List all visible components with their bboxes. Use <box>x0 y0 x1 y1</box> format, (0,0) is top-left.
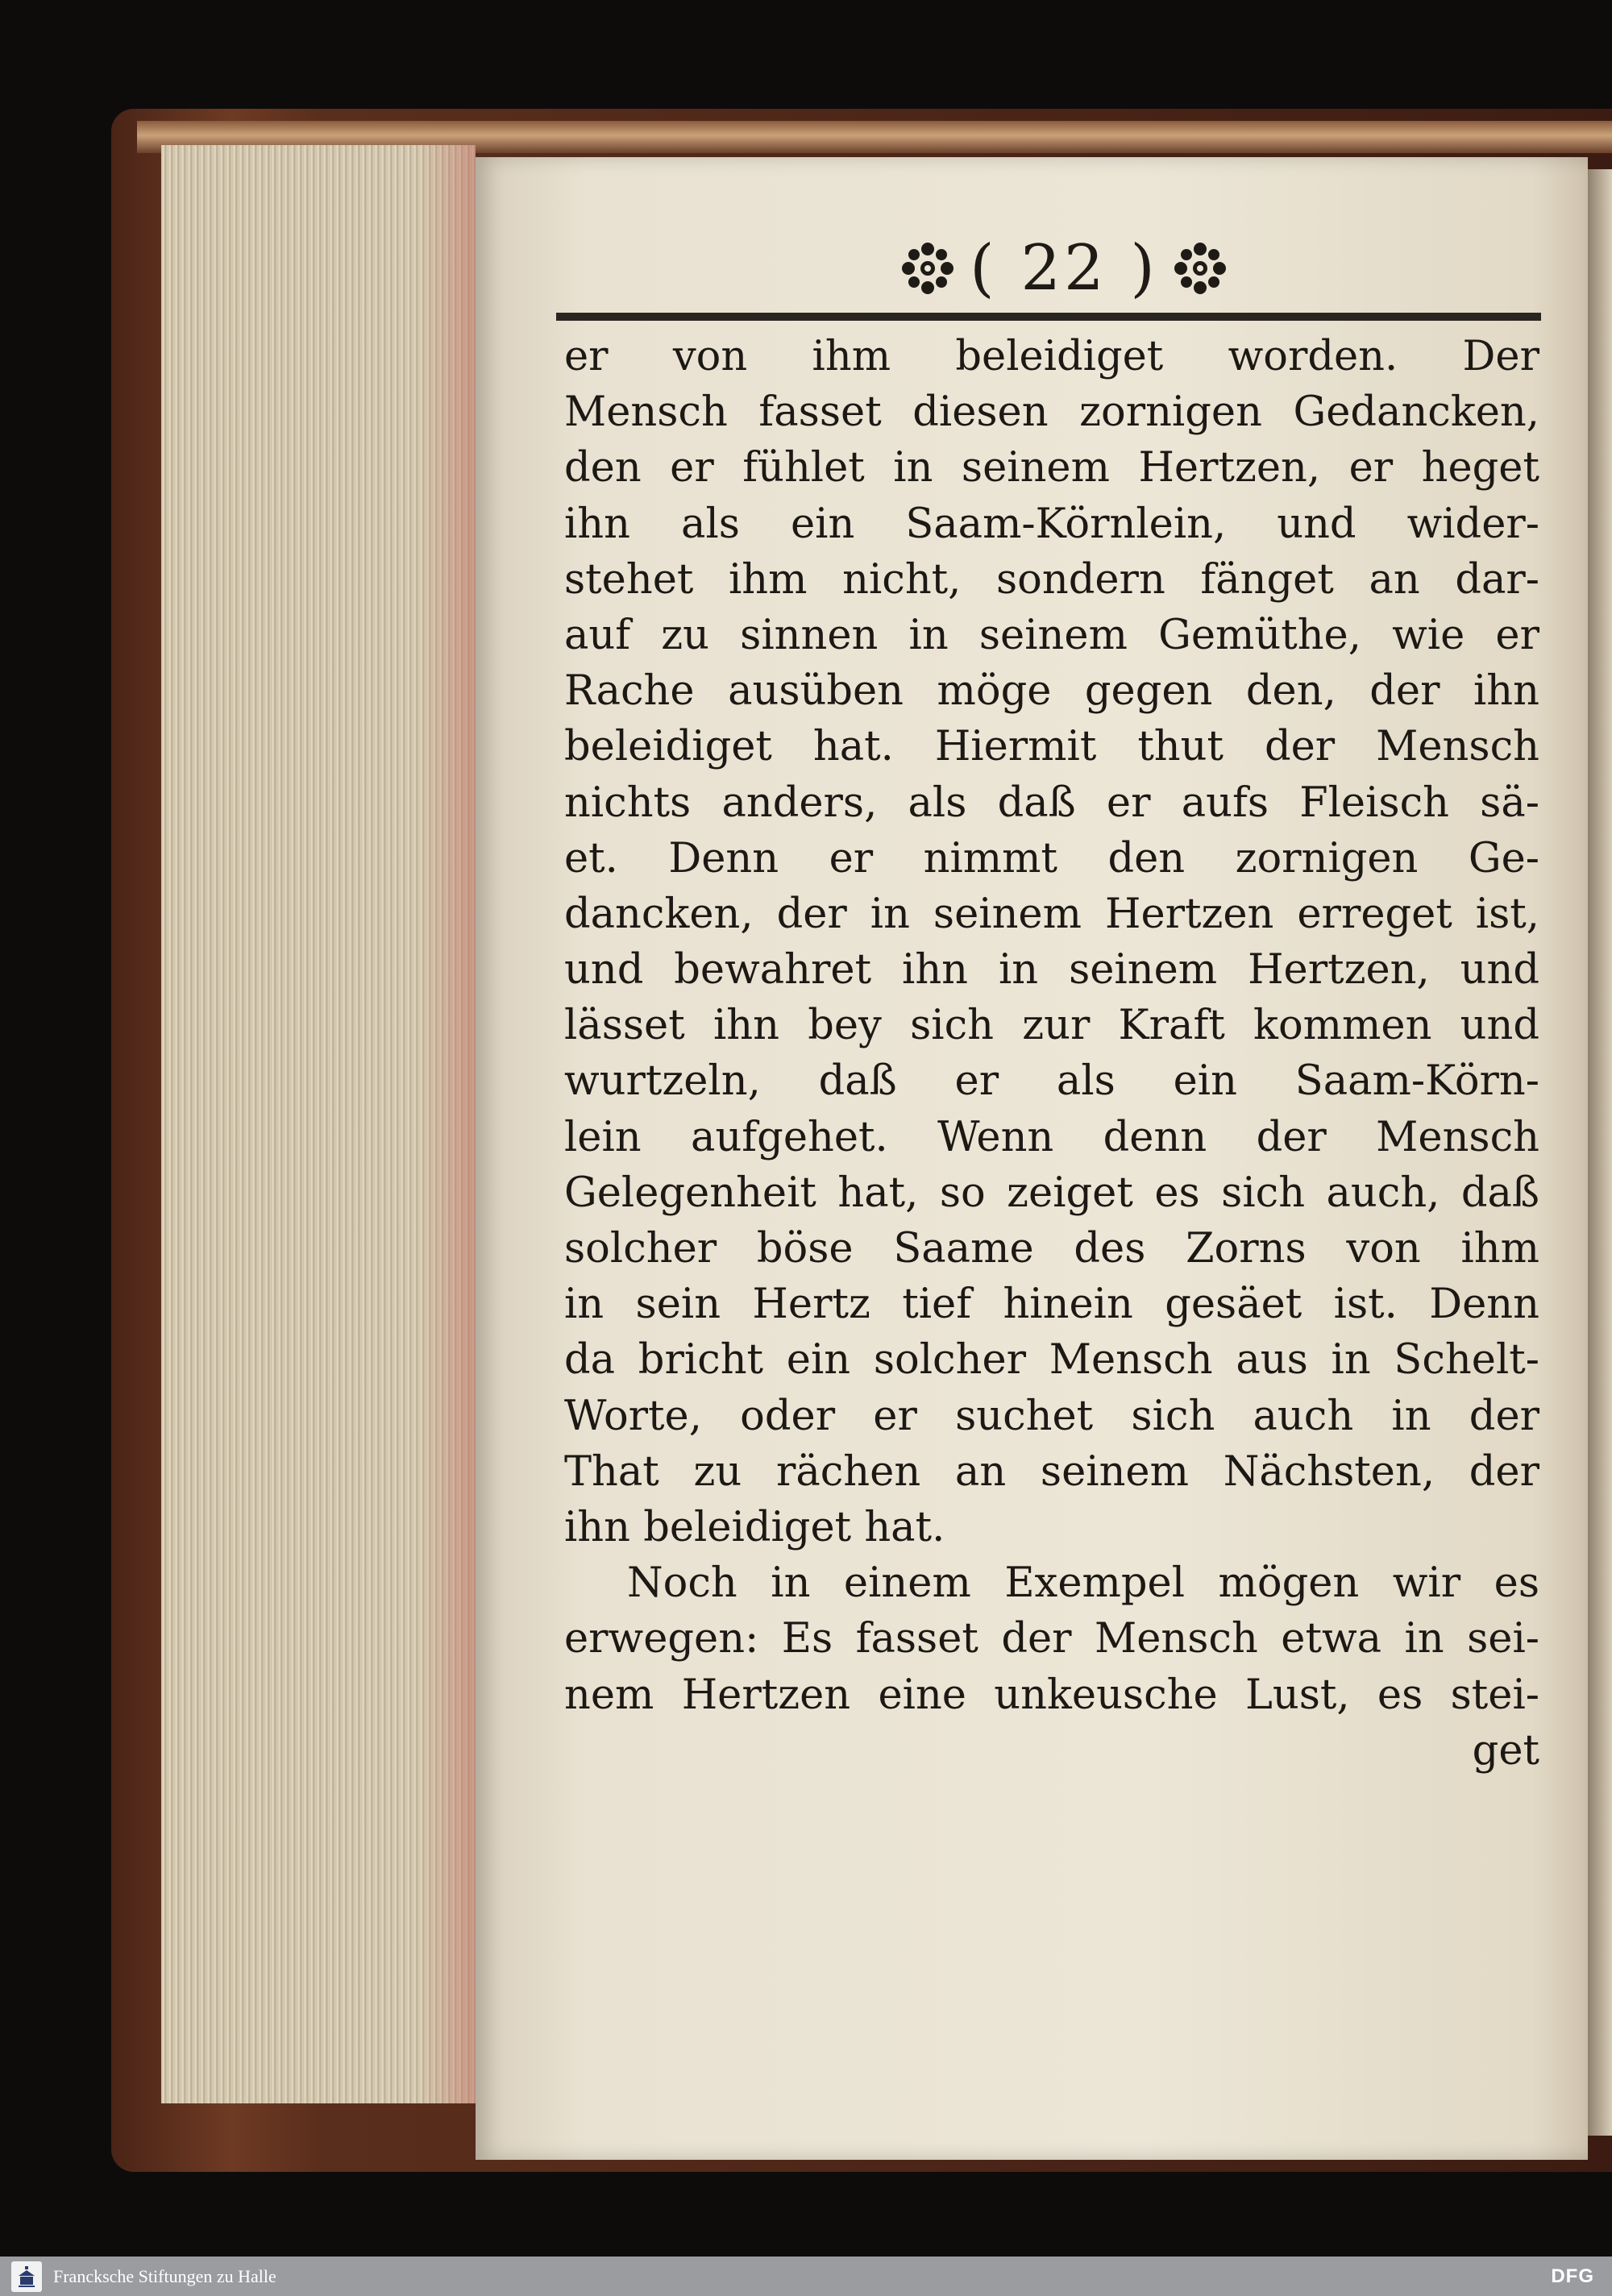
text-line: er von ihm beleidiget worden. Der <box>564 333 1539 380</box>
page-edge-shade <box>419 145 476 2103</box>
text-line: Noch in einem Exempel mögen wir es <box>627 1559 1539 1608</box>
page-body-text <box>564 329 1539 1779</box>
text-line: lässet ihn bey sich zur Kraft kommen und <box>564 1002 1539 1050</box>
text-line: Gelegenheit hat, so zeiget es sich auch, daß <box>564 1169 1539 1217</box>
catchword: get <box>1472 1726 1539 1775</box>
text-line: ihn als ein Saam-Körnlein, und wider- <box>564 500 1539 548</box>
header-rule <box>556 313 1541 321</box>
text-line: in sein Hertz tief hinein gesäet ist. Denn <box>564 1281 1539 1329</box>
text-line: solcher böse Saame des Zorns von ihm <box>564 1225 1539 1273</box>
text-line: Worte, oder er suchet sich auch in der <box>564 1392 1539 1440</box>
next-page-edge <box>1586 169 1612 2136</box>
text-line: lein aufgehet. Wenn denn der Mensch <box>564 1113 1539 1161</box>
text-line: nichts anders, als daß er aufs Fleisch sä- <box>564 778 1539 827</box>
text-line: ihn beleidiget hat. <box>564 1503 945 1551</box>
text-line: That zu rächen an seinem Nächsten, der <box>564 1447 1539 1496</box>
viewer-footer-bar <box>0 2257 1612 2296</box>
text-line: dancken, der in seinem Hertzen erreget ist, <box>564 890 1539 938</box>
text-line: Rache ausüben möge gegen den, der ihn <box>564 667 1539 716</box>
page-number: ( 22 ) <box>970 232 1158 305</box>
page-edges <box>161 145 476 2103</box>
text-line: stehet ihm nicht, sondern fänget an dar- <box>564 555 1539 604</box>
page-header <box>879 224 1249 313</box>
text-line: nem Hertzen eine unkeusche Lust, es stei- <box>564 1671 1539 1719</box>
rosette-ornament-left-icon <box>900 241 955 296</box>
text-line: den er fühlet in seinem Hertzen, er heget <box>564 444 1539 492</box>
rosette-ornament-right-icon <box>1173 241 1228 296</box>
text-line: Mensch fasset diesen zornigen Gedancken, <box>564 388 1539 437</box>
institution-logo-icon <box>11 2261 42 2292</box>
text-line: wurtzeln, daß er als ein Saam-Körn- <box>564 1057 1539 1106</box>
text-line: beleidiget hat. Hiermit thut der Mensch <box>564 723 1539 771</box>
text-line: erwegen: Es fasset der Mensch etwa in sei- <box>564 1615 1539 1663</box>
dfg-logo: DFG <box>1551 2265 1594 2287</box>
text-line: auf zu sinnen in seinem Gemüthe, wie er <box>564 611 1539 659</box>
text-line: et. Denn er nimmt den zornigen Ge- <box>564 834 1539 882</box>
institution-name: Francksche Stiftungen zu Halle <box>53 2265 276 2286</box>
text-line: da bricht ein solcher Mensch aus in Schelt- <box>564 1336 1539 1385</box>
text-line: und bewahret ihn in seinem Hertzen, und <box>564 946 1539 994</box>
